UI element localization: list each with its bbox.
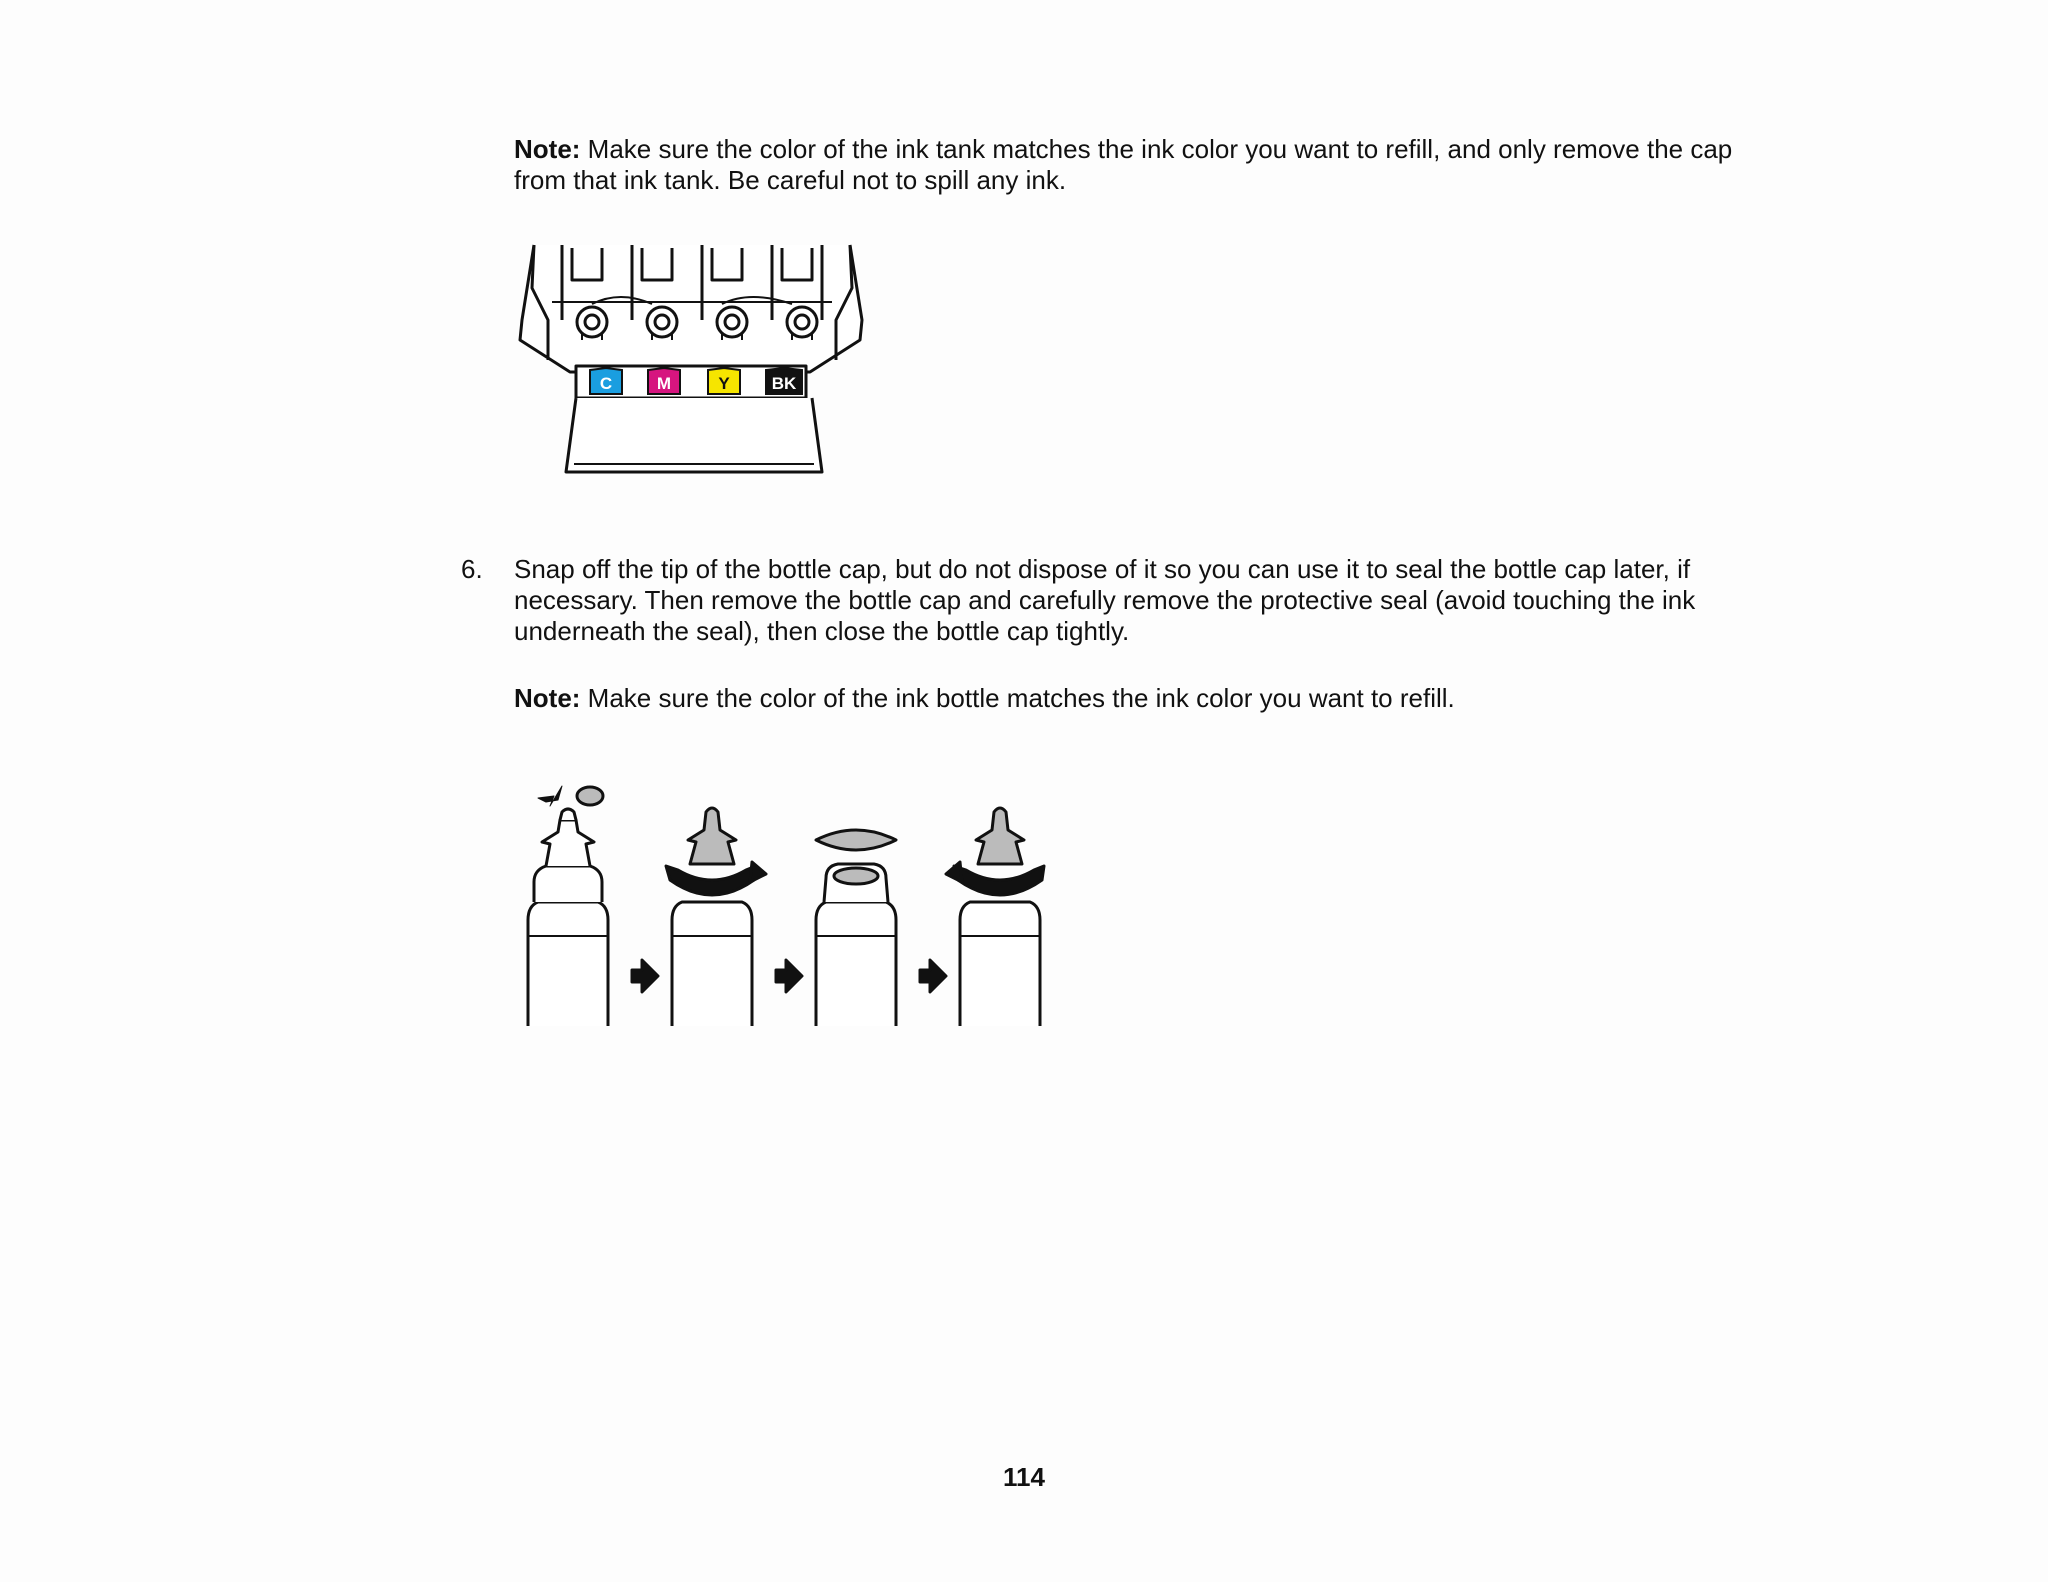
tank-label-m: M xyxy=(656,374,672,393)
note-label: Note: xyxy=(514,683,581,713)
bottle-snap-tip xyxy=(528,786,608,1026)
arrow-right-icon xyxy=(632,960,658,992)
note-label: Note: xyxy=(514,134,581,164)
page-number: 114 xyxy=(1003,1462,1045,1492)
arrow-right-icon xyxy=(920,960,946,992)
arrow-right-icon xyxy=(776,960,802,992)
step-6-text: Snap off the tip of the bottle cap, but do not dispose of it so you can use it to seal the bottle cap later, if necessary. Then remove the bottle cap and carefully remove the protective seal (avoid touching the ink underneath the seal), then close the bottle cap tightly. xyxy=(514,554,1696,646)
tank-label-bk: BK xyxy=(771,374,797,393)
ink-tank-illustration xyxy=(510,240,870,480)
bottle-remove-cap xyxy=(666,808,766,1026)
note-ink-bottle xyxy=(514,683,1774,714)
tank-label-y: Y xyxy=(718,374,730,393)
bottle-close-cap xyxy=(946,808,1044,1026)
bottle-cap-steps-illustration xyxy=(520,770,1060,1030)
note-text: Make sure the color of the ink tank matches the ink color you want to refill, and only remove the cap from that ink tank. Be careful not to spill any ink. xyxy=(514,134,1733,195)
note-text: Make sure the color of the ink bottle matches the ink color you want to refill. xyxy=(587,683,1455,713)
step-number: 6. xyxy=(461,554,483,584)
bottle-remove-seal xyxy=(816,830,896,1026)
tank-label-c: C xyxy=(599,374,613,393)
note-ink-tank xyxy=(514,134,1774,196)
